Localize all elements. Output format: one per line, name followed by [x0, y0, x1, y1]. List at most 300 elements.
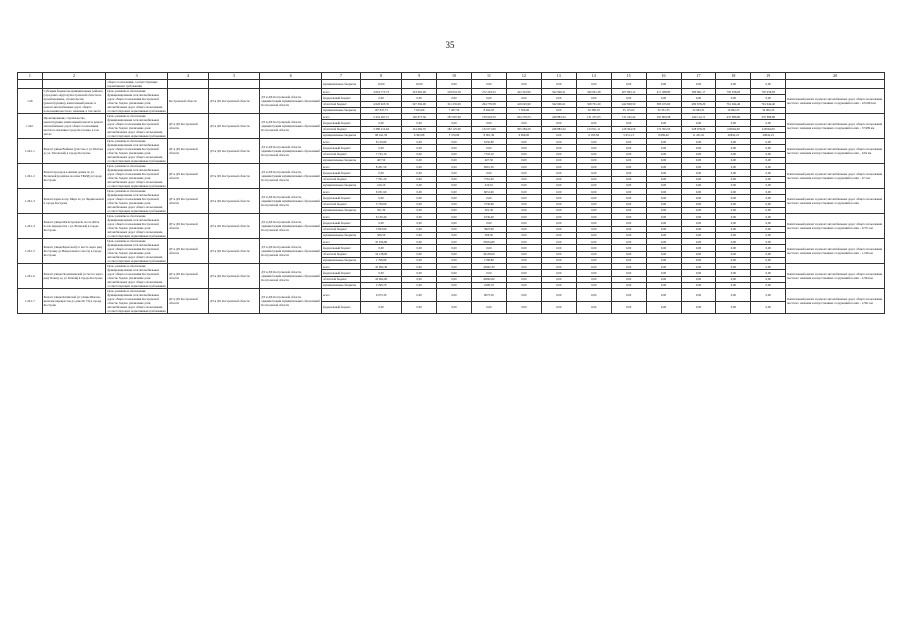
- value-cell: 0,00: [716, 120, 751, 126]
- value-cell: 0,00: [716, 195, 751, 201]
- value-cell: 0,00: [611, 151, 646, 157]
- value-cell: 0,00: [541, 107, 576, 113]
- value-cell: 0,00: [541, 207, 576, 213]
- value-cell: 0,00: [646, 289, 681, 302]
- value-cell: 98 441,50: [361, 132, 402, 138]
- partner-cell: ДТ и ДХ Костромской области: [167, 239, 208, 264]
- value-cell: 0,00: [471, 170, 506, 176]
- value-cell: 0,00: [576, 164, 611, 170]
- source-cell: всего: [322, 139, 361, 145]
- value-cell: 5 730,60: [361, 201, 402, 207]
- value-cell: 0,00: [611, 301, 646, 314]
- source-cell: всего: [322, 214, 361, 220]
- value-cell: 0,00: [402, 189, 437, 195]
- value-cell: 761 944,40: [716, 101, 751, 107]
- goal-cell: Цель: развитие и обеспечение функционирования сети автомобильных дорог общего пользования Костромской области. Задача: увеличение доли автомобильных дорог общего пользования, соответствующих нормативным требованиям: [107, 239, 166, 263]
- value-cell: 0,00: [646, 151, 681, 157]
- value-cell: 0,00: [402, 232, 437, 238]
- value-cell: 0,00: [716, 157, 751, 163]
- value-cell: 0,00: [541, 95, 576, 101]
- source-cell: всего: [322, 164, 361, 170]
- value-cell: 0,00: [646, 170, 681, 176]
- source-cell: муниципальные бюджеты: [322, 132, 361, 138]
- value-cell: 202 279,55: [506, 114, 541, 120]
- value-cell: 0,00: [716, 282, 751, 288]
- value-cell: 32 351,35: [646, 107, 681, 113]
- value-cell: 0,00: [506, 195, 541, 201]
- value-cell: 16 992,23: [716, 107, 751, 113]
- value-cell: 0,00: [681, 232, 716, 238]
- value-cell: 0,00: [506, 151, 541, 157]
- value-cell: 795 936,83: [716, 89, 751, 95]
- value-cell: 0,00: [681, 220, 716, 226]
- value-cell: 0,00: [437, 214, 472, 220]
- item-name: Проектирование, строительство, реконструкция, капитальный ремонт и ремонт автомобильных дорог общего пользования местного значения города Костромы, в том числе:: [42, 114, 106, 139]
- value-cell: 0,00: [611, 251, 646, 257]
- value-cell: 0,00: [576, 139, 611, 145]
- value-cell: 2 386 212,64: [361, 126, 402, 132]
- value-cell: 20842,23: [751, 132, 786, 138]
- value-cell: 0,00: [716, 214, 751, 220]
- value-cell: 5 651,13: [611, 132, 646, 138]
- value-cell: 0,00: [506, 176, 541, 182]
- value-cell: 0,00: [716, 151, 751, 157]
- value-cell: 240 112,11: [681, 114, 716, 120]
- value-cell: 35 934,80: [361, 239, 402, 245]
- value-cell: 0,00: [402, 182, 437, 188]
- coexecutor-cell: ДТ и ДХ Костромской области, администрации муниципальных образований Костромской области: [260, 289, 322, 314]
- value-cell: 7 500,00: [506, 107, 541, 113]
- value-cell: 0,00: [611, 145, 646, 151]
- item-name: Ремонт улицы Катинской (от улицы Шагова, включая перекресток до дома № 73) в городе Костроме: [42, 289, 106, 314]
- source-cell: муниципальные бюджеты: [322, 257, 361, 263]
- column-number: 7: [322, 73, 361, 80]
- column-number: 2: [42, 73, 106, 80]
- value-cell: 0,00: [681, 164, 716, 170]
- value-cell: 0,00: [506, 270, 541, 276]
- value-cell: 0,00: [402, 226, 437, 232]
- value-cell: 305 284,50: [506, 126, 541, 132]
- value-cell: 0,00: [506, 157, 541, 163]
- value-cell: 0,00: [402, 289, 437, 302]
- empty-cell: [260, 80, 322, 89]
- value-cell: 0,00: [681, 214, 716, 220]
- partner-cell: ДТ и ДХ Костромской области: [167, 189, 208, 214]
- value-cell: 0,00: [402, 270, 437, 276]
- value-cell: 34 138,00: [361, 251, 402, 257]
- value-cell: 0,00: [541, 289, 576, 302]
- goal-cell: Цель: развитие и обеспечение функционирования сети автомобильных дорог общего пользования Костромской области. Задача: увеличение доли автомобильных дорог общего пользования, соответствующих нормативным требованиям: [107, 189, 166, 213]
- column-number: 12: [506, 73, 541, 80]
- value-cell: 0,00: [716, 257, 751, 263]
- value-cell: 0,00: [506, 264, 541, 270]
- value-cell: 4 824 775,73: [361, 89, 402, 95]
- value-cell: 1 796,80: [361, 257, 402, 263]
- value-cell: 0,00: [541, 301, 576, 314]
- goal-cell: Цель: развитие и обеспечение функционирования сети автомобильных дорог общего пользования Костромской области. Задача: увеличение доли автомобильных дорог общего пользования, соответствующих нормативным требованиям: [107, 114, 166, 138]
- goal-cell: Цель: развитие и обеспечение функционирования сети автомобильных дорог общего пользования Костромской области. Задача: увеличение доли автомобильных дорог общего пользования, соответствующих нормативным требованиям: [107, 89, 166, 113]
- coexecutor-cell: ДТ и ДХ Костромской области, администрации муниципальных образований Костромской области: [260, 139, 322, 164]
- value-cell: 0,00: [506, 207, 541, 213]
- value-cell: 0,00: [646, 157, 681, 163]
- value-cell: 0,00: [751, 95, 786, 101]
- value-cell: 0,00: [402, 251, 437, 257]
- value-cell: 0,00: [716, 276, 751, 282]
- value-cell: 0,00: [506, 239, 541, 245]
- column-number: 17: [681, 73, 716, 80]
- value-cell: 187 697,99: [437, 114, 472, 120]
- value-cell: 0,00: [506, 289, 541, 302]
- value-cell: 0,00: [576, 301, 611, 314]
- source-cell: муниципальные бюджеты: [322, 232, 361, 238]
- value-cell: 0,00: [506, 214, 541, 220]
- executor-cell: ДТ и ДХ Костромской области: [209, 289, 260, 314]
- value-cell: 0,00: [576, 201, 611, 207]
- value-cell: 0,00: [646, 195, 681, 201]
- column-number: 4: [167, 73, 208, 80]
- goal-cell: общего пользования, соответствующих нормативным требованиям: [106, 80, 168, 89]
- value-cell: 0,00: [402, 264, 437, 270]
- empty-cell: [209, 80, 260, 89]
- value-cell: 4 626 925,35: [361, 101, 402, 107]
- value-cell: 0,00: [541, 164, 576, 170]
- value-cell: 0,00: [646, 164, 681, 170]
- value-cell: 20 380,18: [576, 107, 611, 113]
- value-cell: 34 002,23: [751, 107, 786, 113]
- coexecutor-cell: ДТ и ДХ Костромской области, администрации муниципальных образований Костромской области: [260, 164, 322, 189]
- program-table: [17, 72, 885, 314]
- value-cell: 0,00: [751, 232, 786, 238]
- value-cell: 0,00: [541, 195, 576, 201]
- value-cell: 7743,10: [471, 151, 506, 157]
- result-cell: Капитальный ремонт и ремонт автомобильных дорог общего пользования местного значения и искусственных сооружений на них – 0,7 км: [786, 164, 885, 189]
- value-cell: 0,00: [646, 145, 681, 151]
- column-number: 3: [106, 73, 168, 80]
- value-cell: 0,00: [646, 139, 681, 145]
- empty-cell: [18, 80, 43, 89]
- value-cell: 0,00: [611, 80, 646, 89]
- value-cell: 0,00: [576, 151, 611, 157]
- value-cell: 0,00: [541, 239, 576, 245]
- column-number: 9: [402, 73, 437, 80]
- value-cell: 5 379,99: [437, 132, 472, 138]
- goal-cell: Цель: развитие и обеспечение функционирования сети автомобильных дорог общего пользования Костромской области. Задача: увеличение доли автомобильных дорог общего пользования, соответствующих нормативным требованиям: [107, 214, 166, 238]
- column-number: 18: [716, 73, 751, 80]
- value-cell: 0,00: [437, 120, 472, 126]
- value-cell: 131 245,42: [611, 114, 646, 120]
- item-code: 1.26.1.1: [18, 139, 43, 164]
- value-cell: 0,00: [681, 207, 716, 213]
- result-cell: Капитальный ремонт и ремонт автомобильных дорог общего пользования местного значения и искусственных сооружений на них – 2,594 км: [786, 264, 885, 289]
- value-cell: 0,00: [646, 214, 681, 220]
- coexecutor-cell: ДТ и ДХ Костромской области, администрации муниципальных образований Костромской области: [260, 89, 322, 114]
- value-cell: 0,00: [716, 232, 751, 238]
- value-cell: 0,00: [716, 301, 751, 314]
- item-code: 1.26.1.7: [18, 289, 43, 314]
- value-cell: 0,00: [611, 245, 646, 251]
- value-cell: 0,00: [576, 80, 611, 89]
- value-cell: 0,00: [541, 232, 576, 238]
- value-cell: 0,00: [437, 195, 472, 201]
- value-cell: 0,00: [646, 239, 681, 245]
- value-cell: 8201,50: [471, 164, 506, 170]
- value-cell: 0,00: [437, 139, 472, 145]
- value-cell: 8 201,50: [361, 164, 402, 170]
- value-cell: 0,00: [646, 251, 681, 257]
- value-cell: 0,00: [681, 170, 716, 176]
- source-cell: федеральный бюджет: [322, 170, 361, 176]
- value-cell: 0,00: [541, 270, 576, 276]
- value-cell: 2 452 467,15: [361, 114, 402, 120]
- value-cell: 0,00: [646, 301, 681, 314]
- value-cell: 0,00: [437, 270, 472, 276]
- executor-cell: ДТ и ДХ Костромской области: [209, 114, 260, 139]
- result-cell: Капитальный ремонт и ремонт автомобильных дорог общего пользования местного значения и искусственных сооружений на них – 223,064 км: [786, 89, 885, 114]
- value-cell: 0,00: [506, 251, 541, 257]
- value-cell: 6 031,90: [361, 189, 402, 195]
- value-cell: 0,00: [541, 282, 576, 288]
- value-cell: 0,00: [611, 214, 646, 220]
- value-cell: 0,00: [646, 226, 681, 232]
- value-cell: 0,00: [506, 170, 541, 176]
- value-cell: 0,00: [541, 251, 576, 257]
- value-cell: 0,00: [361, 95, 402, 101]
- value-cell: 0,00: [402, 276, 437, 282]
- value-cell: 0,00: [471, 120, 506, 126]
- value-cell: 0,00: [506, 232, 541, 238]
- value-cell: 197 847,73: [361, 107, 402, 113]
- value-cell: 45992,30: [471, 264, 506, 270]
- value-cell: 0,00: [681, 264, 716, 270]
- result-cell: Капитальный ремонт и ремонт автомобильных дорог общего пользования местного значения и искусственных сооружений на них – 0,62 км: [786, 139, 885, 164]
- value-cell: 0,00: [716, 201, 751, 207]
- value-cell: 7 467,59: [437, 107, 472, 113]
- value-cell: 0,00: [716, 139, 751, 145]
- page-number: 35: [445, 40, 455, 50]
- table-row: [18, 289, 885, 302]
- value-cell: 0,00: [506, 95, 541, 101]
- value-cell: 0,00: [646, 80, 681, 89]
- value-cell: 0,00: [402, 239, 437, 245]
- value-cell: 0,00: [506, 220, 541, 226]
- value-cell: 11 431,91: [681, 132, 716, 138]
- value-cell: 0,00: [361, 245, 402, 251]
- value-cell: 0,00: [751, 264, 786, 270]
- item-code: 1.26.1.3: [18, 189, 43, 214]
- result-cell: Капитальный ремонт и ремонт автомобильных дорог общего пользования местного значения и искусственных сооружений на них – 1,166 км: [786, 239, 885, 264]
- value-cell: 380 661,17: [681, 89, 716, 95]
- goal-cell: Цель: развитие и обеспечение функционирования сети автомобильных дорог общего пользования Костромской области. Задача: увеличение доли автомобильных дорог общего пользования, соответствующих нормативным требованиям: [107, 139, 166, 163]
- value-cell: 0,00: [576, 189, 611, 195]
- source-cell: муниципальные бюджеты: [322, 282, 361, 288]
- value-cell: 0,00: [437, 157, 472, 163]
- executor-cell: ДТ и ДХ Костромской области: [209, 239, 260, 264]
- value-cell: 0,00: [541, 201, 576, 207]
- value-cell: 0,00: [402, 157, 437, 163]
- value-cell: 0,00: [437, 164, 472, 170]
- executor-cell: ДТ и ДХ Костромской области: [209, 164, 260, 189]
- value-cell: 0,00: [751, 189, 786, 195]
- value-cell: 5823,90: [471, 226, 506, 232]
- value-cell: 0,00: [506, 182, 541, 188]
- value-cell: 0,00: [611, 120, 646, 126]
- value-cell: 272 293,23: [471, 89, 506, 95]
- value-cell: 6 075,30: [361, 289, 402, 302]
- coexecutor-cell: ДТ и ДХ Костромской области, администрации муниципальных образований Костромской области: [260, 114, 322, 139]
- value-cell: 0,00: [681, 80, 716, 89]
- value-cell: 0,00: [541, 226, 576, 232]
- value-cell: 0,00: [576, 170, 611, 176]
- value-cell: 301,30: [361, 207, 402, 213]
- value-cell: 318 652,59: [437, 89, 472, 95]
- value-cell: 0,00: [576, 257, 611, 263]
- value-cell: 0,00: [681, 195, 716, 201]
- value-cell: 0,00: [437, 251, 472, 257]
- value-cell: 0,00: [506, 145, 541, 151]
- value-cell: 0,00: [471, 95, 506, 101]
- value-cell: 0,00: [471, 270, 506, 276]
- value-cell: 0,00: [506, 164, 541, 170]
- source-cell: всего: [322, 89, 361, 95]
- value-cell: 6075,30: [471, 289, 506, 302]
- value-cell: 0,00: [611, 289, 646, 302]
- value-cell: 6031,90: [471, 189, 506, 195]
- value-cell: 0,00: [437, 151, 472, 157]
- column-number: 6: [260, 73, 322, 80]
- value-cell: 0,00: [611, 276, 646, 282]
- source-cell: всего: [322, 289, 361, 302]
- value-cell: 0,00: [541, 139, 576, 145]
- value-cell: 2299,70: [471, 282, 506, 288]
- value-cell: 0,00: [541, 214, 576, 220]
- value-cell: 132 071,09: [471, 126, 506, 132]
- value-cell: 126 594,50: [611, 126, 646, 132]
- value-cell: 0,00: [611, 257, 646, 263]
- value-cell: 182 125,00: [437, 126, 472, 132]
- value-cell: 416 045,90: [506, 101, 541, 107]
- value-cell: 0,00: [576, 220, 611, 226]
- source-cell: областной бюджет: [322, 126, 361, 132]
- value-cell: 6 999,00: [506, 132, 541, 138]
- value-cell: 0,00: [681, 282, 716, 288]
- value-cell: 0,00: [506, 189, 541, 195]
- value-cell: 795 936,83: [751, 89, 786, 95]
- value-cell: 0,00: [437, 301, 472, 314]
- value-cell: 0,00: [471, 301, 506, 314]
- partner-cell: ДТ и ДХ Костромской области: [167, 139, 208, 164]
- value-cell: 327 392,00: [402, 101, 437, 107]
- value-cell: 0,00: [437, 220, 472, 226]
- value-cell: 0,00: [646, 189, 681, 195]
- partner-cell: Костромской области: [167, 89, 208, 114]
- source-cell: федеральный бюджет: [322, 195, 361, 201]
- value-cell: 0,00: [681, 151, 716, 157]
- value-cell: 0,00: [611, 195, 646, 201]
- value-cell: 0,00: [437, 145, 472, 151]
- value-cell: 0,00: [611, 157, 646, 163]
- value-cell: 0,00: [541, 189, 576, 195]
- value-cell: 0,00: [576, 157, 611, 163]
- partner-cell: ДТ и ДХ Костромской области: [167, 164, 208, 189]
- partner-cell: ДТ и ДХ Костромской области: [167, 289, 208, 314]
- value-cell: 0,00: [681, 270, 716, 276]
- value-cell: 0,00: [361, 145, 402, 151]
- value-cell: 0,00: [402, 145, 437, 151]
- value-cell: 0,00: [751, 182, 786, 188]
- value-cell: 0,00: [361, 301, 402, 314]
- value-cell: 0,00: [681, 120, 716, 126]
- value-cell: 0,00: [716, 145, 751, 151]
- value-cell: 6 130,40: [361, 214, 402, 220]
- column-number: 11: [471, 73, 506, 80]
- value-cell: 0,00: [611, 239, 646, 245]
- value-cell: 422 343,90: [506, 89, 541, 95]
- value-cell: 0,00: [541, 245, 576, 251]
- value-cell: 7 743,10: [361, 151, 402, 157]
- value-cell: 410,10: [361, 182, 402, 188]
- value-cell: 10,00: [402, 80, 437, 89]
- source-cell: муниципальные бюджеты: [322, 182, 361, 188]
- value-cell: 416564,00: [716, 126, 751, 132]
- value-cell: 7 791,20: [361, 176, 402, 182]
- value-cell: 0,00: [361, 170, 402, 176]
- value-cell: 0,00: [681, 289, 716, 302]
- value-cell: 35 115,02: [611, 107, 646, 113]
- value-cell: 0,00: [716, 220, 751, 226]
- value-cell: 0,00: [646, 270, 681, 276]
- item-code: 1.26: [18, 89, 43, 114]
- value-cell: 0,00: [506, 276, 541, 282]
- value-cell: 0,00: [541, 257, 576, 263]
- value-cell: 0,00: [716, 164, 751, 170]
- value-cell: 0,00: [716, 170, 751, 176]
- item-code: 1.26.1.6: [18, 264, 43, 289]
- value-cell: 0,00: [541, 220, 576, 226]
- value-cell: 328 701,20: [576, 101, 611, 107]
- value-cell: 0,00: [681, 245, 716, 251]
- value-cell: 0,00: [611, 264, 646, 270]
- value-cell: 10,00: [361, 80, 402, 89]
- source-cell: муниципальные бюджеты: [322, 80, 361, 89]
- value-cell: 0,00: [402, 164, 437, 170]
- value-cell: 0,00: [751, 151, 786, 157]
- value-cell: 0,00: [471, 80, 506, 89]
- item-name: Субсидия бюджетам муниципальных районов (городских округов) Костромской области на проектирование, строительство (реконструкцию), капитальный ремонт и ремонт автомобильных дорог общего пользования местного значения, в том числе:: [42, 89, 106, 114]
- item-name: Ремонт парка на пр. Мира по ул. Черниговской в городе Костроме: [42, 189, 106, 214]
- value-cell: 0,00: [751, 176, 786, 182]
- value-cell: 0,00: [646, 220, 681, 226]
- value-cell: 0,00: [646, 120, 681, 126]
- value-cell: 6 392,86: [402, 132, 437, 138]
- executor-cell: ДТ и ДХ Костромской области: [209, 264, 260, 289]
- value-cell: 0,00: [611, 282, 646, 288]
- executor-cell: ДТ и ДХ Костромской области: [209, 189, 260, 214]
- value-cell: 0,00: [646, 257, 681, 263]
- value-cell: 0,00: [646, 176, 681, 182]
- value-cell: 0,00: [681, 201, 716, 207]
- value-cell: 0,00: [361, 120, 402, 126]
- value-cell: 0,00: [681, 189, 716, 195]
- value-cell: 0,00: [611, 176, 646, 182]
- value-cell: 0,00: [437, 276, 472, 282]
- value-cell: 0,00: [751, 120, 786, 126]
- value-cell: 0,00: [471, 245, 506, 251]
- value-cell: 0,00: [751, 226, 786, 232]
- value-cell: 0,00: [576, 251, 611, 257]
- value-cell: 0,00: [437, 239, 472, 245]
- value-cell: 407,50: [471, 157, 506, 163]
- column-number: 10: [437, 73, 472, 80]
